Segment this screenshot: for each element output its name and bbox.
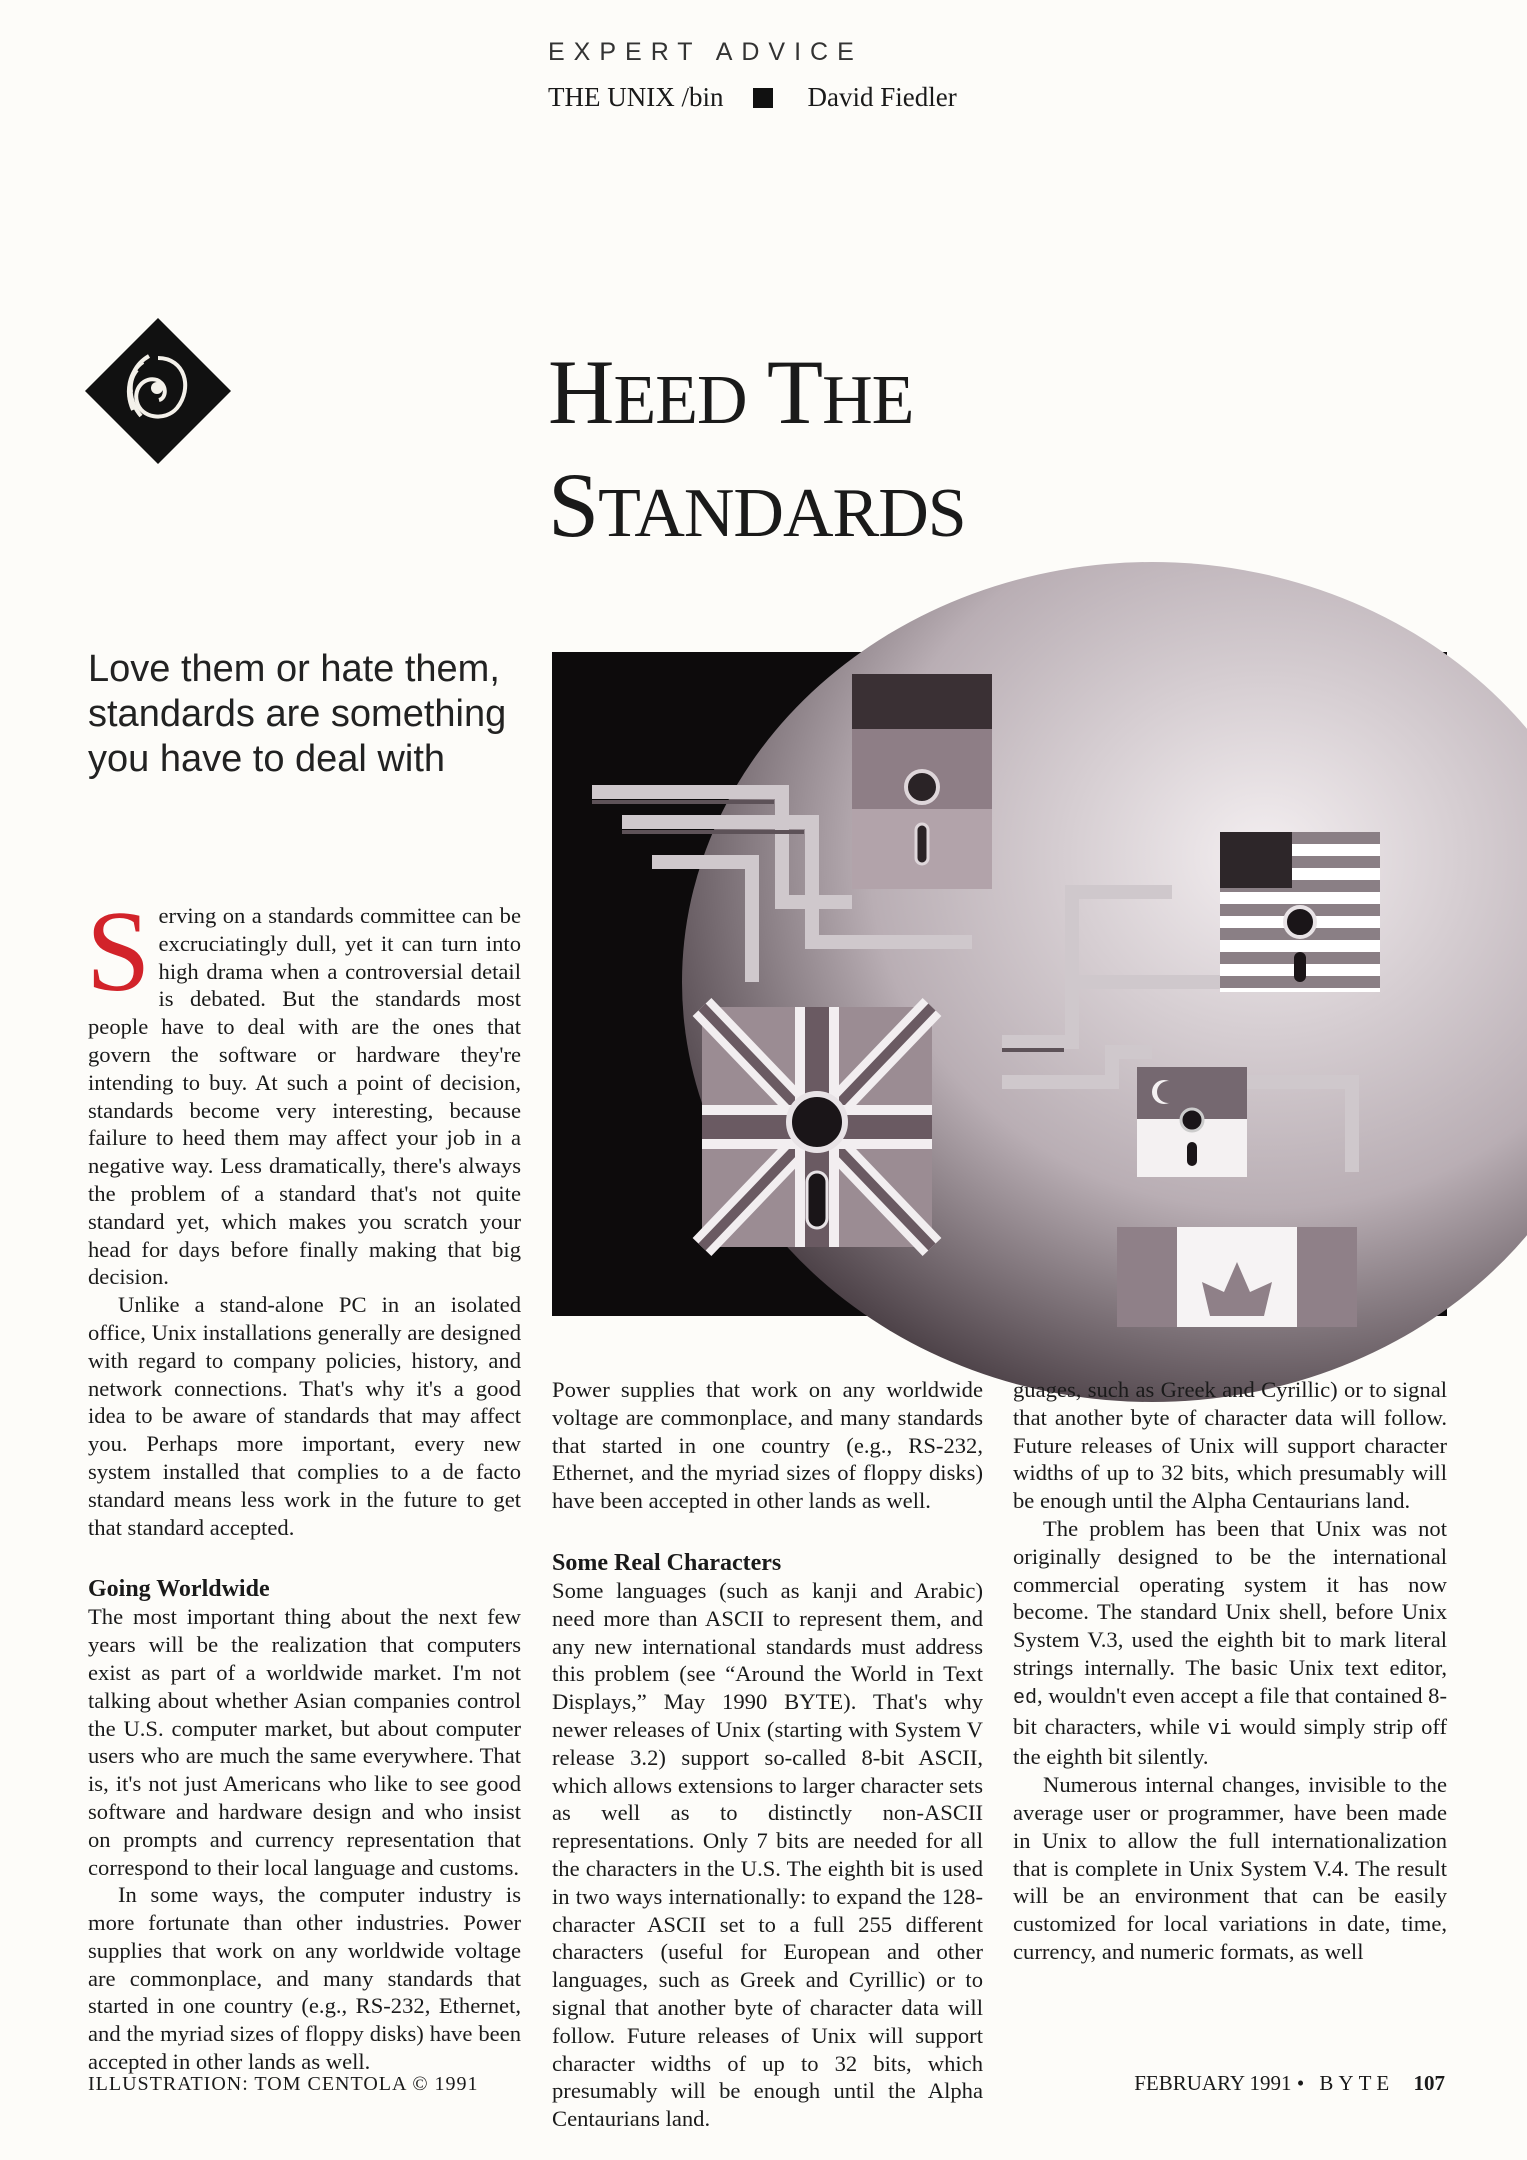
column-line	[548, 82, 957, 113]
command-vi: vi	[1207, 1717, 1232, 1741]
author-name: David Fiedler	[807, 82, 957, 112]
body-paragraph: Some languages (such as kanji and Arabic) need more than ASCII to represent them, and any new international standards must address this problem (see “Around the World in Text Displays,” May 1990 BYTE). That's why newer releases of Unix (starting with System V release 3.2) support so-called 8-bit ASCII, which allows extensions to larger character sets as well as to distinctly non-ASCII representations. Only 7 bits are needed for all the characters in the U.S. The eighth bit is used in two ways internationally: to expand the 128-character ASCII set to a full 255 different characters (useful for European and other languages, such as Greek and Cyrillic) or to signal that another byte of character data will follow. Future releases of Unix will support character widths of up to 32 bits, which presumably will be enough until the Alpha Centaurians land.	[552, 1577, 983, 2132]
paragraph-text: , wouldn't even accept a file that contained 8-bit characters, while	[1013, 1682, 1447, 1739]
article-deck: Love them or hate them, standards are something you have to deal with	[88, 648, 507, 780]
body-paragraph-continued: guages, such as Greek and Cyrillic) or to signal that another byte of character data will follow. Future releases of Unix will support character widths of up to 32 bits, which presumably will be enough until the Alpha Centaurians land.	[1013, 1377, 1447, 1514]
magazine-name: BYTE	[1319, 2071, 1395, 2095]
section-heading-characters: Some Real Characters	[552, 1549, 782, 1576]
article-title	[548, 340, 1148, 566]
nautilus-shell-diamond-icon	[85, 318, 231, 464]
body-column-3	[1013, 1376, 1447, 1966]
title-line-1: HEED THE	[548, 341, 914, 443]
illustration-credit: ILLUSTRATION: TOM CENTOLA © 1991	[88, 2073, 479, 2095]
page-folio	[1134, 2071, 1445, 2096]
body-paragraph-continued: Power supplies that work on any worldwide voltage are commonplace, and many standards that started in one country (e.g., RS-232, Ethernet, and the myriad sizes of floppy disks) have been accepted in other lands as well.	[552, 1377, 983, 1514]
body-column-2	[552, 1376, 983, 2132]
paragraph-text: The problem has been that Unix was not originally designed to be the international commercial operating system it has now become. The standard Unix shell, before Unix System V.3, used the eighth bit to mark literal strings internally. The basic Unix text editor,	[1013, 1515, 1447, 1680]
body-column-1	[86, 888, 521, 2075]
body-paragraph: Unlike a stand-alone PC in an isolated office, Unix installations generally are designed with regard to company policies, history, and network connections. That's why it's a good idea to be aware of standards that may affect you. Perhaps more important, every new system installed that complies to a de facto standard means less work in the future to get that standard accepted.	[88, 1292, 521, 1540]
column-name: THE UNIX /bin	[548, 82, 724, 112]
paragraph-text: erving on a standards committee can be excruciatingly dull, yet it can turn into high drama when a controversial detail is debated. But the standards most people have to deal with are the ones that govern the software or hardware they're intending to buy. At such a point of decision, standards become very interesting, because failure to heed them may affect your job in a negative way. Less dramatically, there's always the problem of a standard that's not quite standard yet, which makes you scratch your head for days before finally making that big decision.	[88, 903, 521, 1290]
paragraph-text: would simply strip off the eighth bit silently.	[1013, 1713, 1448, 1770]
section-kicker: EXPERT ADVICE	[548, 38, 863, 66]
issue-date: FEBRUARY 1991	[1134, 2071, 1292, 2095]
square-bullet-icon	[753, 88, 773, 108]
command-ed: ed	[1013, 1686, 1038, 1710]
page-number: 107	[1413, 2071, 1445, 2095]
body-paragraph: In some ways, the computer industry is more fortunate than other industries. Power supplies that work on any worldwide voltage are commonplace, and many standards that started in one country (e.g., RS-232, Ethernet, and the myriad sizes of floppy disks) have been accepted in other lands as well.	[88, 1882, 521, 2075]
title-line-2: STANDARDS	[548, 454, 966, 556]
bullet-separator: •	[1296, 2071, 1305, 2095]
body-paragraph: The most important thing about the next few years will be the realization that computers exist as part of a worldwide market. I'm not talking about whether Asian companies control the U.S. computer market, but about computer users who are much the same everywhere. That is, it's not just Americans who like to see good software and hardware design and who insist on prompts and currency representation that correspond to their local language and customs.	[88, 1604, 521, 1880]
body-paragraph	[1013, 1515, 1447, 1771]
body-paragraph: Numerous internal changes, invisible to the average user or programmer, have been made in Unix to allow the full internationalization that is complete in Unix System V.4. The result will be an environment that can be easily customized for local variations in date, time, currency, and numeric formats, as well	[1013, 1772, 1447, 1964]
floppy-disk-flags-illustration	[552, 652, 1447, 1316]
drop-cap: S	[86, 888, 151, 1016]
body-paragraph	[86, 888, 521, 1291]
section-heading-worldwide: Going Worldwide	[88, 1576, 270, 1603]
